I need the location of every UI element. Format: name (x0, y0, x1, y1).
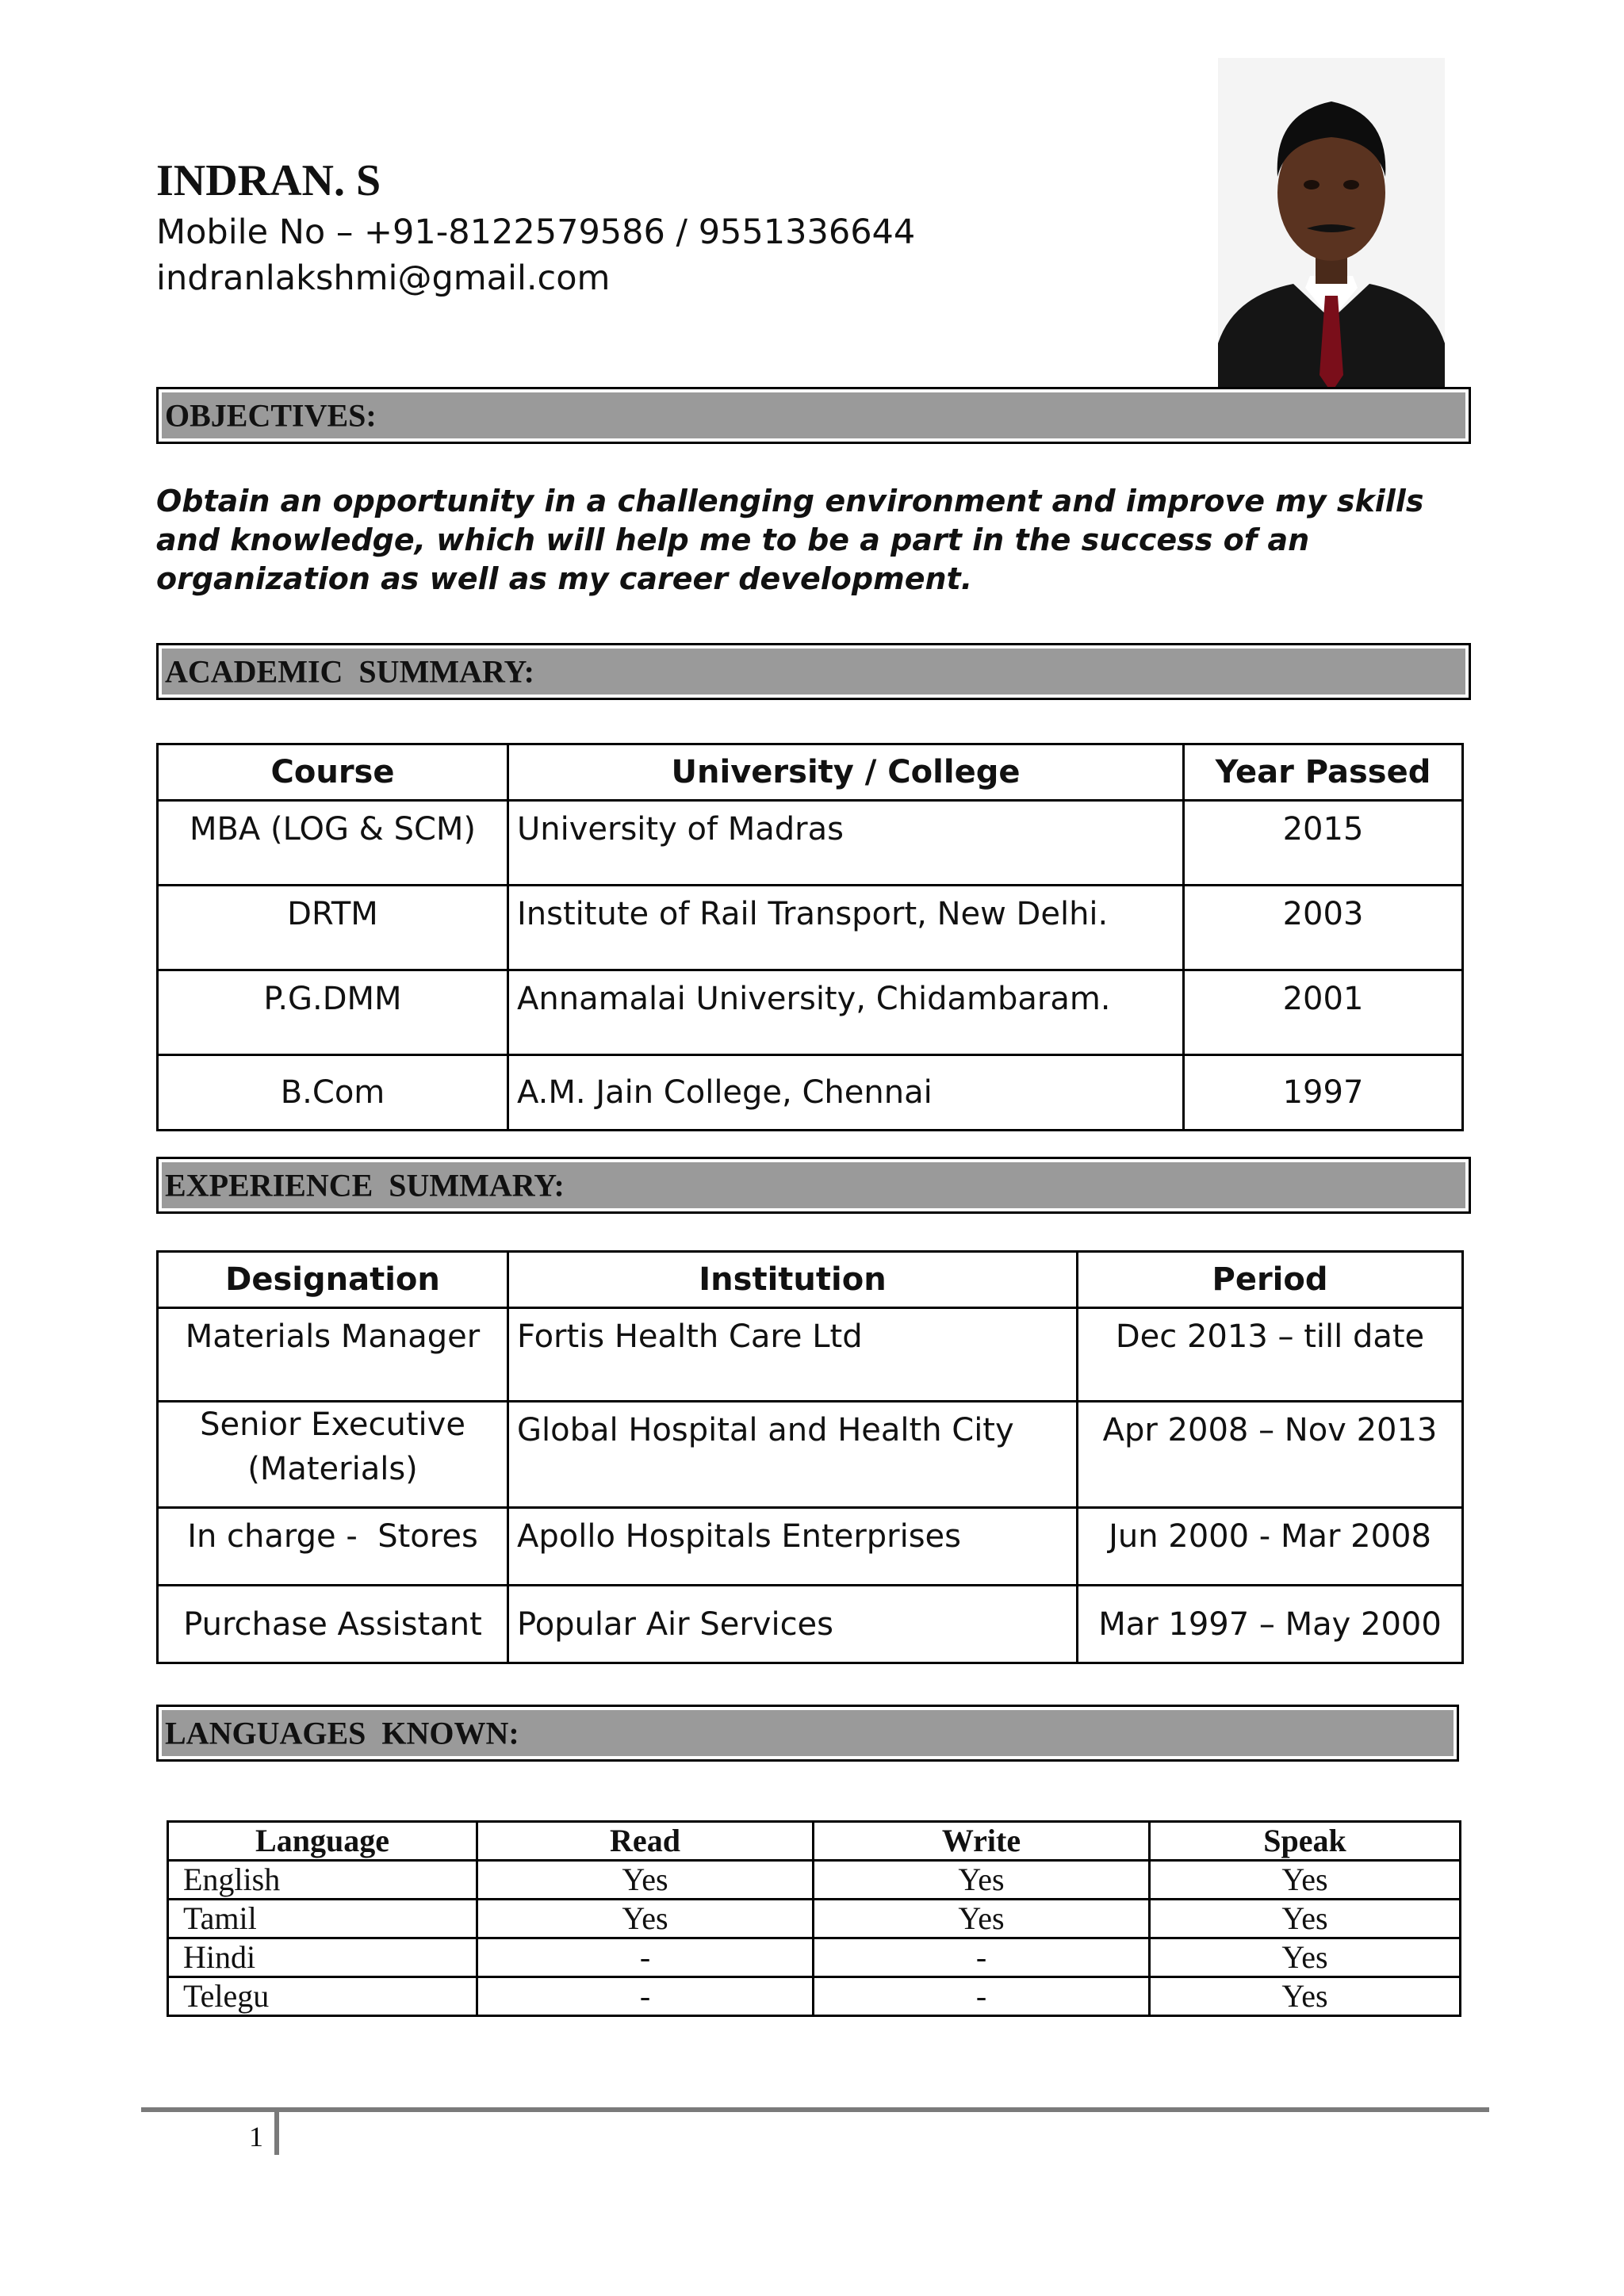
read-cell: - (477, 1938, 814, 1977)
mobile-number: Mobile No – +91-8122579586 / 9551336644 (156, 212, 916, 252)
experience-header-period: Period (1078, 1252, 1463, 1308)
read-cell: Yes (477, 1861, 814, 1900)
table-row (168, 1938, 1461, 1977)
university-cell: A.M. Jain College, Chennai (508, 1055, 1184, 1131)
table-row (158, 1586, 1463, 1663)
table-row (158, 1402, 1463, 1508)
write-cell: Yes (814, 1861, 1150, 1900)
languages-header-write: Write (814, 1822, 1150, 1861)
write-cell: Yes (814, 1900, 1150, 1938)
languages-header-language: Language (168, 1822, 477, 1861)
experience-table (156, 1250, 1464, 1664)
write-cell: - (814, 1938, 1150, 1977)
language-cell: Telegu (168, 1977, 477, 2016)
period-cell: Mar 1997 – May 2000 (1078, 1586, 1463, 1663)
objectives-heading: OBJECTIVES: (165, 397, 377, 434)
table-row (158, 801, 1463, 886)
experience-heading: EXPERIENCE SUMMARY: (165, 1167, 565, 1203)
read-cell: Yes (477, 1900, 814, 1938)
speak-cell: Yes (1150, 1938, 1461, 1977)
institution-cell: Global Hospital and Health City (508, 1402, 1078, 1508)
footer-divider (274, 2112, 279, 2155)
candidate-name: INDRAN. S (156, 156, 381, 205)
table-row (168, 1900, 1461, 1938)
designation-cell: Senior Executive (Materials) (158, 1402, 508, 1508)
experience-section-bar (156, 1157, 1471, 1214)
table-row (168, 1861, 1461, 1900)
footer-rule (141, 2107, 1489, 2112)
period-cell: Dec 2013 – till date (1078, 1308, 1463, 1402)
course-cell: DRTM (158, 886, 508, 970)
speak-cell: Yes (1150, 1977, 1461, 2016)
course-cell: MBA (LOG & SCM) (158, 801, 508, 886)
course-cell: P.G.DMM (158, 970, 508, 1055)
period-cell: Apr 2008 – Nov 2013 (1078, 1402, 1463, 1508)
languages-header-speak: Speak (1150, 1822, 1461, 1861)
designation-cell: In charge - Stores (158, 1508, 508, 1586)
experience-header-designation: Designation (158, 1252, 508, 1308)
email-address: indranlakshmi@gmail.com (156, 258, 611, 298)
objective-text: Obtain an opportunity in a challenging environment and improve my skills and knowledge, which will help me to be a part in the success of an organization as well as my career development. (156, 484, 1424, 596)
language-cell: Hindi (168, 1938, 477, 1977)
academic-header-year: Year Passed (1184, 744, 1463, 801)
period-cell: Jun 2000 - Mar 2008 (1078, 1508, 1463, 1586)
languages-heading: LANGUAGES KNOWN: (165, 1715, 519, 1751)
table-row (158, 1508, 1463, 1586)
designation-cell: Materials Manager (158, 1308, 508, 1402)
academic-section-bar (156, 643, 1471, 700)
year-cell: 1997 (1184, 1055, 1463, 1131)
languages-table (167, 1820, 1461, 2017)
speak-cell: Yes (1150, 1861, 1461, 1900)
objectives-section-bar (156, 387, 1471, 444)
academic-table (156, 743, 1464, 1131)
institution-cell: Fortis Health Care Ltd (508, 1308, 1078, 1402)
university-cell: Institute of Rail Transport, New Delhi. (508, 886, 1184, 970)
read-cell: - (477, 1977, 814, 2016)
write-cell: - (814, 1977, 1150, 2016)
table-row (158, 1308, 1463, 1402)
institution-cell: Popular Air Services (508, 1586, 1078, 1663)
language-cell: English (168, 1861, 477, 1900)
page-number: 1 (249, 2121, 263, 2152)
year-cell: 2015 (1184, 801, 1463, 886)
year-cell: 2003 (1184, 886, 1463, 970)
profile-photo (1218, 58, 1445, 392)
designation-cell: Purchase Assistant (158, 1586, 508, 1663)
university-cell: Annamalai University, Chidambaram. (508, 970, 1184, 1055)
table-row (158, 886, 1463, 970)
table-row (158, 970, 1463, 1055)
institution-cell: Apollo Hospitals Enterprises (508, 1508, 1078, 1586)
university-cell: University of Madras (508, 801, 1184, 886)
speak-cell: Yes (1150, 1900, 1461, 1938)
experience-header-institution: Institution (508, 1252, 1078, 1308)
languages-section-bar (156, 1705, 1459, 1762)
academic-header-university: University / College (508, 744, 1184, 801)
academic-header-row (158, 744, 1463, 801)
languages-header-row (168, 1822, 1461, 1861)
languages-header-read: Read (477, 1822, 814, 1861)
academic-heading: ACADEMIC SUMMARY: (165, 653, 534, 690)
table-row (158, 1055, 1463, 1131)
table-row (168, 1977, 1461, 2016)
experience-header-row (158, 1252, 1463, 1308)
academic-header-course: Course (158, 744, 508, 801)
course-cell: B.Com (158, 1055, 508, 1131)
year-cell: 2001 (1184, 970, 1463, 1055)
language-cell: Tamil (168, 1900, 477, 1938)
